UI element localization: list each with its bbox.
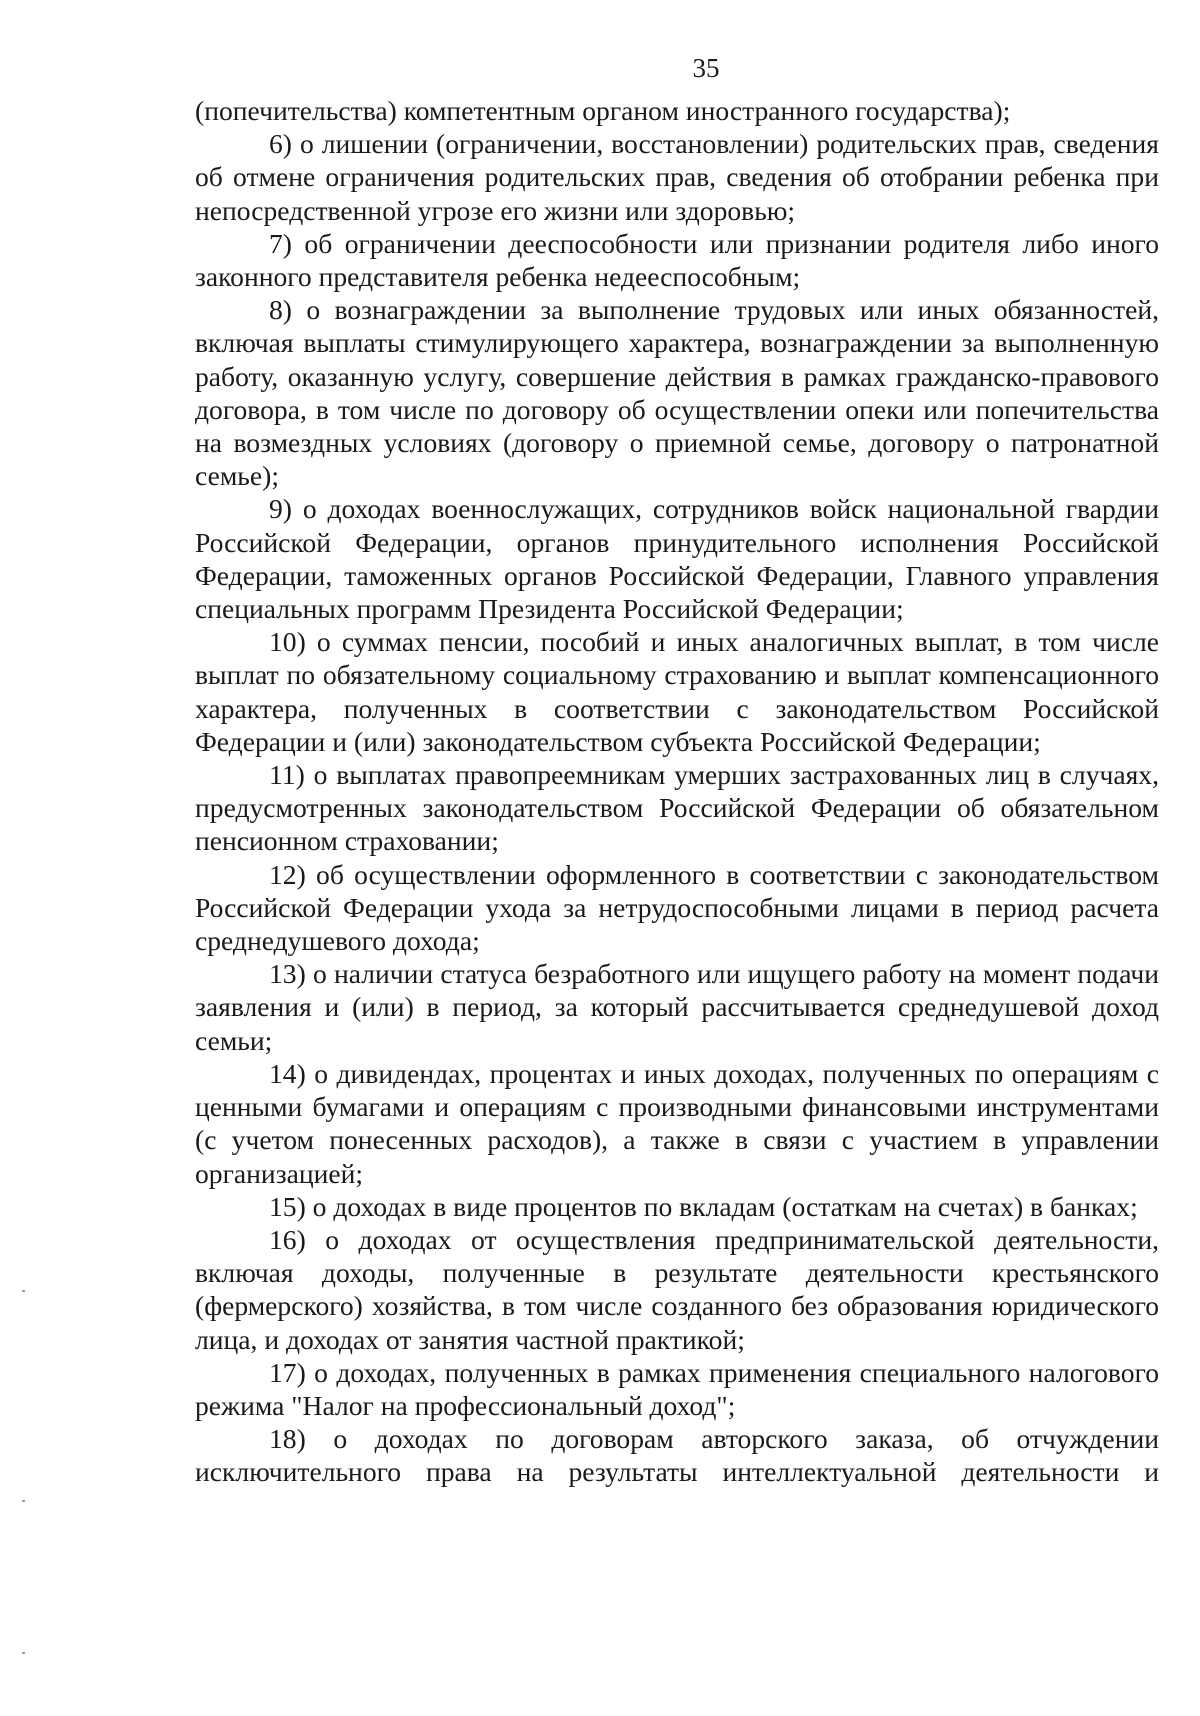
list-item-12: 12) об осуществлении оформленного в соответствии с законодательством Российской Федерации ухода за нетрудоспособными лицами в период расчета среднедушевого дохода; — [195, 858, 1159, 957]
list-item-9: 9) о доходах военнослужащих, сотрудников войск национальной гвардии Российской Федерации, органов принудительного исполнения Российской Федерации, таможенных органов Российской Федерации, Главного управления специальных программ Президента Российской Федерации; — [195, 493, 1159, 625]
list-item-14: 14) о дивидендах, процентах и иных доходах, полученных по операциям с ценными бумагами и операциям с производными финансовыми инструментами (с учетом понесенных расходов), а также в связи с участием в управлении организацией; — [195, 1057, 1159, 1189]
document-body — [195, 94, 1159, 1489]
scan-artifact — [22, 1652, 25, 1654]
list-item-10: 10) о суммах пенсии, пособий и иных аналогичных выплат, в том числе выплат по обязательному социальному страхованию и выплат компенсационного характера, полученных в соответствии с законодательством Российской Федерации и (или) законодательством субъекта Российской Федерации; — [195, 626, 1159, 757]
list-item-7: 7) об ограничении дееспособности или признании родителя либо иного законного представителя ребенка недееспособным; — [195, 227, 1159, 293]
scan-artifact — [22, 1500, 25, 1502]
list-item-11: 11) о выплатах правопреемникам умерших застрахованных лиц в случаях, предусмотренных законодательством Российской Федерации об обязательном пенсионном страховании; — [195, 759, 1159, 857]
list-item-18: 18) о доходах по договорам авторского заказа, об отчуждении исключительного права на результаты интеллектуальной деятельности и — [195, 1423, 1159, 1488]
list-item-17: 17) о доходах, полученных в рамках применения специального налогового режима "Налог на профессиональный доход"; — [195, 1356, 1159, 1421]
list-item-6: 6) о лишении (ограничении, восстановлении) родительских прав, сведения об отмене ограничения родительских прав, сведения об отобрании ребенка при непосредственной угрозе его жизни или здоровью; — [195, 128, 1159, 226]
list-item-16: 16) о доходах от осуществления предпринимательской деятельности, включая доходы, полученные в результате деятельности крестьянского (фермерского) хозяйства, в том числе созданного без образования юридического лица, и доходах от занятия частной практикой; — [195, 1223, 1159, 1355]
list-item-8: 8) о вознаграждении за выполнение трудовых или иных обязанностей, включая выплаты стимулирующего характера, вознаграждении за выполненную работу, оказанную услугу, совершение действия в рамках гражданско-правового договора, в том числе по договору об осуществлении опеки или попечительства на возмездных условиях (договору о приемной семье, договору о патронатной семье); — [195, 294, 1159, 492]
list-item-15: 15) о доходах в виде процентов по вкладам (остаткам на счетах) в банках; — [269, 1190, 1138, 1222]
scan-artifact — [22, 1290, 25, 1292]
list-item-13: 13) о наличии статуса безработного или ищущего работу на момент подачи заявления и (или) в период, за который рассчитывается среднедушевой доход семьи; — [195, 958, 1159, 1056]
paragraph-continuation: (попечительства) компетентным органом иностранного государства); — [195, 95, 1011, 126]
page-number: 35 — [692, 53, 720, 83]
